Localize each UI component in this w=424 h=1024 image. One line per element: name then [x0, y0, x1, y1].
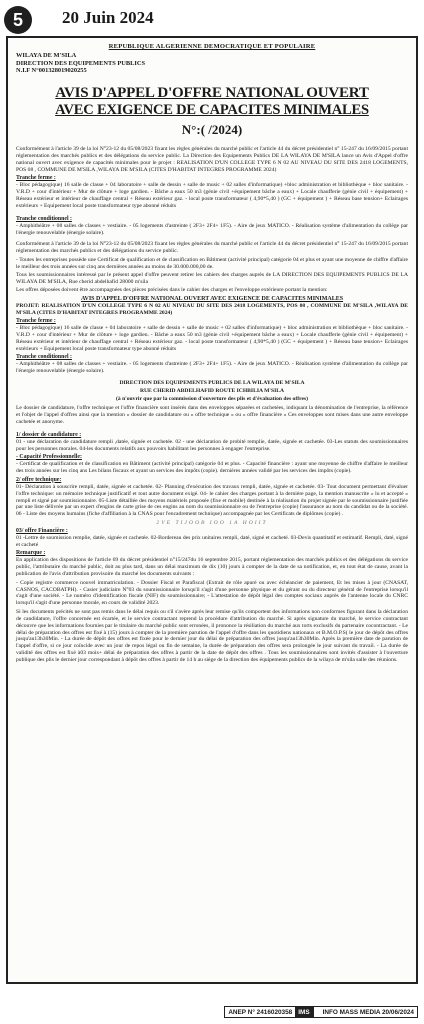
financial-offer-heading: 03/ offre Financière : — [16, 528, 68, 535]
candidature-heading: 1/ dossier de candidature : — [16, 432, 82, 439]
tender-notice — [6, 36, 418, 984]
tranche-ferme-heading: Tranche ferme : — [16, 174, 56, 181]
remark-text: En application des dispositions de l'article 69 du décret présidentiel n°15/247du 16 septembre 2015, portant réglementation des marchés publics et des délégations du service public, l'attributaire du marché public, doit au plus tard, dans un délai maximum de dix (10) jours à compter de la date de sa notification, et, en tout état de cause, avant la publication de l'avis d'attribution provisoire du marché les documents suivants : — [16, 557, 408, 578]
address-line-1: DIRECTION DES EQUIPEMENTS PUBLICS DE LA WILAYA DE M'SILA — [119, 379, 305, 386]
notice-title-line1: AVIS D'APPEL D'OFFRE NATIONAL OUVERT — [55, 84, 369, 101]
anep-reference-box — [224, 1006, 418, 1018]
intro-paragraph: Conformément à l'article 39 de la loi N°23-12 du 05/08/2023 fixant les règles générales du marché public et l'article 44 du décret présidentiel n° 15-247 du 16/09/2015 portant réglementation des marchés publics et des délégations du service public. La Direction des Equipements Publics DE LA WILAYA DE M'SILA lance un Avis d'Appel d'offre national ouvert avec exigence de capacités minimales pour le projet : REALISATION D'UN COLLEGE TYPE 6 N 02 AU NIVEAU DU SITE DES 2418 LOGEMENTS, POS 08 , COMMUNE DE M'SILA ,WILAYA DE M'SILA (CITES D'HABITAT INTEGRES PROGRAMME 2024) — [16, 145, 408, 173]
page-date: 20 Juin 2024 — [62, 8, 154, 27]
notice-title — [16, 85, 408, 119]
remark-items: - Copie registre commerce nouvel immatriculation. - Dossier Fiscal et Parafiscal (Extrait de rôle apuré ou avec échéancier de paiement, Et les mises à jour (CNASAT, CASNOS, CACOBATPH). - Casier judiciaire N°03 du soumissionnaire lorsqu'il s'agit d'une personne physique et du gérant ou du directeur général de l'entreprise lorsqu'il s'agit d'une société. - Le numéro d'identification fiscale (NIF) du soumissionnaire; - L'attestation de dépôt légal des comptes sociaux auprès de l'antenne locale du CNRC lorsqu'il s'agit d'une personne morale, en cours de validité 2023. — [16, 579, 408, 607]
final-paragraph: Si les documents précités ne sont pas remis dans le délai requis ou s'il s'avère après leur remise qu'ils comportent des informations non conformes figurant dans la déclaration de candidature, l'offre concernée est écartée, et le service contractant reprend la procédure d'attribution du marché. Si après signature du marché, le service contractant découvre que les informations fournies par le titulaire du marché public sont erronées, il prononce la résiliation du marché aux torts exclusifs du partenaire cocontractant. - Le délai de préparation des offres est fixé à (15) jours à compter de la première parution de l'appel d'offre dans les quotidiens nationaux et B.M.O.P.S( le jour de dépôt des offres jusqu'au13h30Min. - La durée de dépôt des offres est fixée pour le dernier jour du délai de préparation des offres jusqu'au13h30Min. Après la première date de parution de l'appel d'offre, si ce jour coïncide avec un jour de repos légal ou fin de semaine, la durée de préparation des offres sera prolongée le jour suivant du travail. - La durée de validité des offres est fixé à03 mois+ délai de préparation des offres à partir de la date de dépôt des offres . Tous les soumissionnaires sont invités d'assister à l'ouverture publique des plis le dernier jour correspondant à dépôt des offres à partir de 14 h au siège de la direction des équipements publics de la wilaya de m'sila salle des réunions. — [16, 608, 408, 664]
tranche-conditionnel-heading: Tranche conditionnel : — [16, 216, 72, 223]
tranche-ferme-text-2: - Bloc pédagogique) 16 salle de classe + 04 laboratoire + salle de dessin + salle de music + 02 salles d'informatique) + bloc administration et bibliothèque + bloc sanitaire. - V.R.D + cour d'intérieur + Mur de clôture + loge gardien. - Bâche a eaux 50 m3 (génie civil +équipement bâche a eaux) + Locale chaufferie (génie civil + équipement) + Réseau extérieur et intérieur de chauffage central + Réseau extérieur gaz. - local poste transformateur ( 4,90*5,40 ) (GC + équipement ) + Réseau base tension+ Eclairages extérieurs + Equipement local poste transformateur type abonné réduits — [16, 325, 408, 352]
candidature-items: 01 - une déclaration de candidature rempli ,datée, signée et cachetée. 02 - une déclaration de probité remplie, datée, signée et cachetée. 03-Les statuts des soumissionnaires pour les personnes morales. 04-les documents relatifs aux pouvoirs habilitant les personnes à engager l'entreprise. — [16, 439, 408, 452]
technical-offer-heading: 2/ offre technique: — [16, 476, 62, 483]
direction-line: DIRECTION DES EQUIPEMENTS PUBLICS — [16, 59, 146, 67]
ims-label: IMS — [295, 1007, 312, 1017]
nif-line: N.I.F N°001328019020255 — [16, 67, 87, 75]
accompany-paragraph: Les offres déposées doivent être accompagnées des pièces précisées dans le cahier des charges et l'enveloppe extérieure portant la mention: — [16, 287, 328, 294]
notice-title-line2: AVEC EXIGENCE DE CAPACITES MINIMALES — [55, 101, 369, 118]
notice-number — [16, 122, 408, 138]
address-line-2: RUE CHERID ABDELHAFID ROUTE ICHBILIA M'SILA — [139, 388, 285, 395]
anep-number: ANEP N° 2416020358 — [228, 1008, 293, 1016]
info-mass-media-label: INFO MASS MEDIA 20/06/2024 — [322, 1008, 414, 1016]
retrieve-paragraph: Tous les soumissionnaires intéressé par le présent appel d'offre peuvent retirer les cahiers des charges auprès de LA DIRECTION DES EQUIPEMENTS PUBLICS DE LA WILAYA DE M'SILA, Rue cherid abdelhafid 28000 m'sila — [16, 271, 408, 285]
remark-heading: Remarque : — [16, 550, 46, 557]
conformity-paragraph: Conformément à l'article 39 de la loi N°23-12 du 05/08/2023 fixant les règles générales du marché public et l'article 44 du décret présidentiel n° 15-247 du 16/09/2015 portant réglementation des marchés publics et des délégations du service public. — [16, 241, 408, 255]
tranche-ferme-text: - Bloc pédagogique) 16 salle de classe + 04 laboratoire + salle de dessin + salle de music + 02 salles d'informatique) +bloc administration et bibliothèque + bloc sanitaire. - V.R.D + cour d'intérieur + Mur de clôture + loge gardien. - Bâche a eaux 50 m3 (génie civil +équipement bâche a eaux) + Locale chaufferie (génie civil + équipement) + Réseau extérieur et intérieur de chauffage central + Réseau extérieur gaz. - local poste transformateur ( 4,90*5,40 ) (GC + équipement ) + Réseau base tension+ Eclairages extérieurs + Equipement local poste transformateur type abonné réduits — [16, 181, 408, 209]
envelope-mention-title: AVIS D'APPEL D'OFFRE NATIONAL OUVERT AVEC EXIGENCE DE CAPACITES MINIMALES — [80, 295, 344, 302]
page-number-badge: 5 — [4, 6, 32, 34]
tranche-conditionnel-text: - Amphithéâtre + 08 salles de classes + vestiaire. - 05 logements d'astreinte ( 2F3+ 2F4+ 1F5). - Aire de jeux MATICO. - Réalisation système d'alimentation du collège par l'énergie renouvelable (énergie solaire). — [16, 223, 408, 236]
issuer-block — [16, 52, 408, 75]
address-line-3: (à n'ouvrir que par la commission d'ouverture des plis et d'évaluation des offres) — [116, 396, 308, 403]
project-line: PROJET: REALISATION D'UN COLLEGE TYPE 6 N 02 AU NIVEAU DU SITE DES 2418 LOGEMENTS, POS 08 , COMMUNE DE M'SILA ,WILAYA DE M'SILA (CITES D'HABITAT INTEGRES PROGRAMME 2024) — [16, 302, 408, 316]
tranche-conditionnel-heading-2: Tranche conditionnel : — [16, 354, 72, 361]
tranche-ferme-heading-2: Tranche ferme : — [16, 318, 56, 325]
dossier-paragraph: Le dossier de candidature, l'offre technique et l'offre financière sont insérés dans des enveloppes séparées et cachetées, indiquant la dénomination de l'entreprise, la référence et l'objet de l'appel d'offres ainsi que la mention « dossier de candidature ou « offre technique » ou « offre financière » Ces enveloppes sont mises dans une autre enveloppe cachetée et anonyme. — [16, 404, 408, 425]
page-header — [0, 0, 424, 36]
capacity-heading: - Capacité Professionnelle: — [16, 454, 82, 461]
capacity-text: - Certificat de qualification et de classification en Bâtiment (activité principal) catégorie 04 et plus. - Capacité financière : ayant une moyenne de chiffre d'affaire le meilleur des trois années sur les cinq ans Les bilans fiscaux et ayant un services des impôts (copie). dernières années validé par les services des impôts (copie). — [16, 461, 408, 475]
financial-offer-items: 01 -Lettre de soumission remplie, datée, signée et cachetée. 02-Bordereau des prix unitaires rempli, daté, signé et cacheté. 03-Devis quantitatif et estimatif. Rempli, daté, signé et cacheté — [16, 535, 408, 549]
wilaya-line: WILAYA DE M'SILA — [16, 52, 77, 59]
republic-heading: REPUBLIQUE ALGERIENNE DEMOCRATIQUE ET POPULAIRE — [108, 43, 316, 50]
notice-number-text: N°:( /2024) — [181, 121, 243, 137]
technical-offer-items: 01- Déclaration à souscrire rempli, datée, signée et cachetée. 02- Planning d'exécution des travaux rempli, datée, signée et cachetée. 03- Tout document permettant d'évaluer l'offre technique: un mémoire technique justificatif et tout autre document exigé. 04- le cahier des charges portant à la dernière page, la mention manuscrite « lu et accepté » rempli et signé par soumissionnaire. 05-Liste détaillée des moyens matériels proposée (fixe et mobile) destinée à la réalisation du projet signée par le soumissionnaire justifiée par une liste délivrée par un expert d'engins de carte grise de ces engins au nom du soumissionnaire ou de l'entreprise (copie) l'assurance au nom du candidat ou de la société. 06 - Liste des moyens humains (fiche d'affiliation à la CNAS pour l'encadrement technique) accompagnée par les Certificats de diplômes (copie) . — [16, 483, 408, 518]
tranche-conditionnel-text-2: - Amphithéâtre + 08 salles de classes + vestiaire. - 05 logements d'astreinte ( 2F3+ 2F4+ 1F5). - Aire de jeux MATICO. - Réalisation système d'alimentation du collège par l'énergie renouvelable (énergie solaire). — [16, 361, 408, 375]
page-footer — [6, 1006, 418, 1018]
bleed-through-text: 2VE TIJOOB IOO 1A HOIIT — [156, 519, 268, 526]
eligibility-paragraph: - Toutes les entreprises possède une Certificat de qualification et de classification en Bâtiment (activité principal) catégorie 04 et plus et ayant une moyenne de chiffre d'affaire le meilleur des trois années sur cinq ans dernières années au moins de 30.000.000,00 de. — [16, 256, 408, 270]
